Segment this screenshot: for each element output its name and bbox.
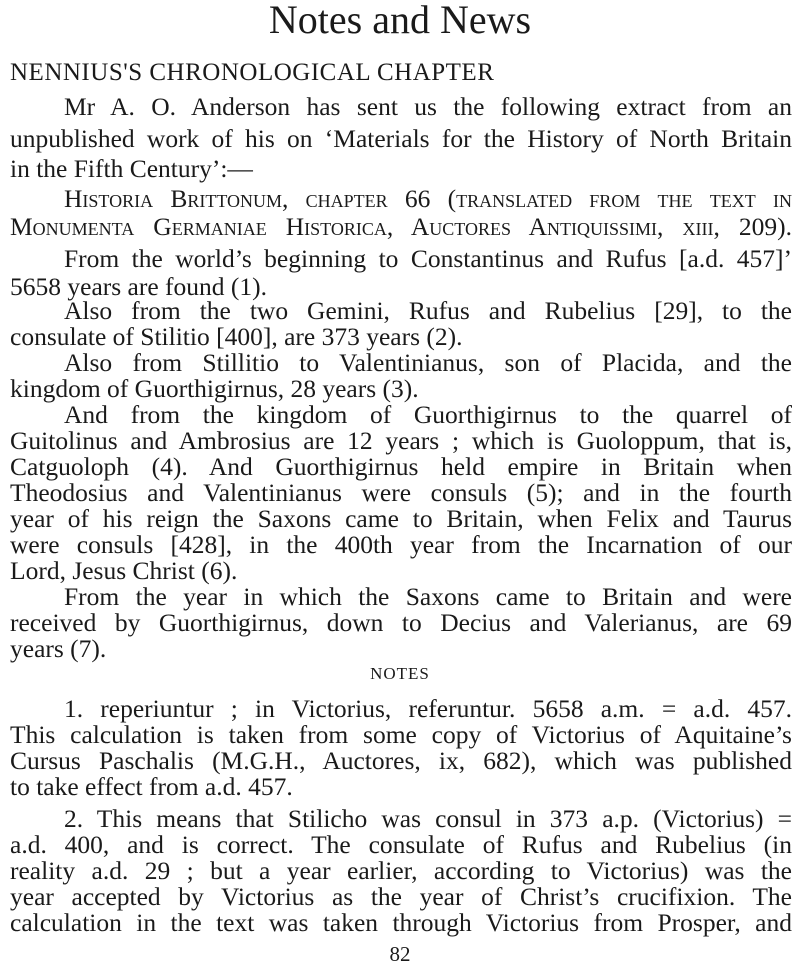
- text-line: From the year in which the Saxons came to Britain and were: [64, 582, 792, 611]
- text-line: were consuls [428], in the 400th year from the Incarnation of our: [10, 530, 792, 559]
- notes-heading: NOTES: [370, 664, 430, 683]
- text-line: Monumenta Germaniae Historica, Auctores Antiquissimi, xiii, 209).: [10, 212, 792, 241]
- note-line: a.d. 400, and is correct. The consulate of Rufus and Rubelius (in: [10, 830, 792, 859]
- note-line: year accepted by Victorius as the year of Christ’s crucifixion. The: [10, 882, 792, 911]
- page-number: 82: [389, 942, 411, 966]
- section-title: NENNIUS'S CHRONOLOGICAL CHAPTER: [10, 59, 495, 86]
- text-line: Also from the two Gemini, Rufus and Rubelius [29], to the: [64, 296, 792, 325]
- text-line: Mr A. O. Anderson has sent us the following extract from an: [64, 92, 792, 121]
- running-header: Notes and News: [268, 0, 532, 42]
- text-line: From the world’s beginning to Constantinus and Rufus [a.d. 457]’: [64, 244, 792, 273]
- text-line: Theodosius and Valentinianus were consuls (5); and in the fourth: [10, 478, 792, 507]
- text-line: received by Guorthigirnus, down to Decius and Valerianus, are 69: [10, 608, 792, 637]
- text-line: Catguoloph (4). And Guorthigirnus held empire in Britain when: [10, 452, 792, 481]
- note-line: reality a.d. 29 ; but a year earlier, according to Victorius) was the: [10, 856, 792, 885]
- note-line: 2. This means that Stilicho was consul in 373 a.p. (Victorius) =: [64, 804, 792, 833]
- text-line: And from the kingdom of Guorthigirnus to the quarrel of: [64, 400, 792, 429]
- text-line: kingdom of Guorthigirnus, 28 years (3).: [10, 374, 419, 403]
- note-line: to take effect from a.d. 457.: [10, 772, 293, 801]
- text-line: years (7).: [10, 634, 107, 663]
- text-line: Lord, Jesus Christ (6).: [10, 556, 238, 585]
- text-line: Guitolinus and Ambrosius are 12 years ; which is Guoloppum, that is,: [10, 426, 792, 455]
- text-line: 5658 years are found (1).: [10, 272, 268, 301]
- text-line: unpublished work of his on ‘Materials for the History of North Britain: [10, 124, 792, 153]
- text-line: year of his reign the Saxons came to Britain, when Felix and Taurus: [10, 504, 792, 533]
- text-line: Historia Brittonum, chapter 66 (translated from the text in: [64, 184, 792, 213]
- text-line: in the Fifth Century’:—: [10, 154, 253, 183]
- text-line: Also from Stillitio to Valentinianus, son of Placida, and the: [64, 348, 792, 377]
- note-line: This calculation is taken from some copy of Victorius of Aquitaine’s: [10, 720, 792, 749]
- note-line: Cursus Paschalis (M.G.H., Auctores, ix, 682), which was published: [10, 746, 792, 775]
- note-line: calculation in the text was taken through Victorius from Prosper, and: [10, 908, 792, 937]
- note-line: 1. reperiuntur ; in Victorius, referuntur. 5658 a.m. = a.d. 457.: [64, 694, 792, 723]
- text-line: consulate of Stilitio [400], are 373 years (2).: [10, 322, 463, 351]
